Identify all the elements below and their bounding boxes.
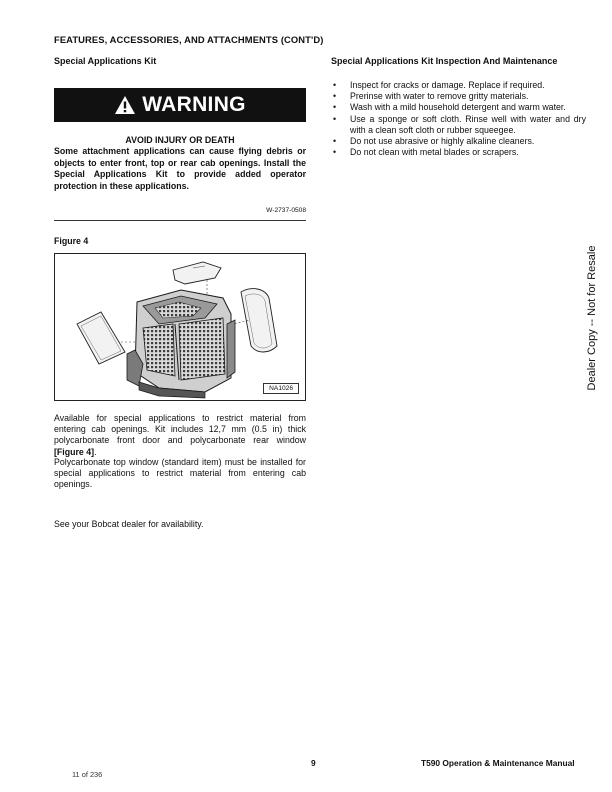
- bullet-symbol: •: [333, 102, 337, 113]
- paragraph-text: Available for special applications to restrict material from entering cab openings. Kit includes 12,7 mm (0.5 in) thick polycarbonate front door and polycarbonate rear window: [54, 413, 306, 446]
- list-item-text: Inspect for cracks or damage. Replace if required.: [350, 80, 545, 90]
- paragraph-availability: [54, 413, 306, 458]
- list-item-text: Do not clean with metal blades or scrapers.: [350, 147, 519, 158]
- maintenance-bullet-list: [331, 80, 586, 158]
- warning-divider: [54, 220, 306, 221]
- figure-label: Figure 4: [54, 236, 89, 246]
- list-item-text: Do not use abrasive or highly alkaline cleaners.: [350, 136, 535, 147]
- figure-4-illustration: [54, 253, 306, 401]
- side-mesh: [179, 318, 225, 380]
- page-count: 11 of 236: [72, 770, 103, 779]
- paragraph-end: .: [94, 446, 97, 457]
- bullet-symbol: •: [333, 147, 337, 158]
- warning-triangle-icon: [114, 95, 136, 115]
- bullet-symbol: •: [333, 136, 337, 147]
- left-column-heading: Special Applications Kit: [54, 56, 157, 66]
- figure-reference-link: [Figure 4]: [54, 446, 95, 457]
- right-column-heading: Special Applications Kit Inspection And Maintenance: [331, 56, 558, 66]
- top-window-panel: [173, 262, 221, 284]
- front-door-panel: [77, 312, 125, 364]
- list-item-text: Wash with a mild household detergent and warm water.: [350, 102, 566, 113]
- page-number: 9: [311, 758, 316, 768]
- warning-banner-text: WARNING: [142, 93, 246, 116]
- bullet-symbol: •: [333, 91, 337, 102]
- list-item: [331, 114, 586, 136]
- list-item: [331, 147, 586, 158]
- warning-body: Some attachment applications can cause flying debris or objects to enter front, top or rear cab openings. Install the Special Applications Kit to provide added operator protection in these applications.: [54, 146, 306, 191]
- warning-headline: AVOID INJURY OR DEATH: [125, 135, 235, 145]
- front-mesh: [143, 324, 175, 376]
- dealer-copy-text: Dealer Copy -- Not for Resale: [586, 245, 598, 391]
- cab-kit-drawing: [55, 254, 307, 402]
- paragraph-top-window: Polycarbonate top window (standard item) must be installed for special applications to restrict material from entering cab openings.: [54, 457, 306, 490]
- figure-reference-code: NA1026: [263, 383, 299, 394]
- list-item: [331, 91, 586, 102]
- list-item: [331, 80, 586, 91]
- list-item-text: Prerinse with water to remove gritty materials.: [350, 91, 529, 102]
- list-item: [331, 102, 586, 113]
- section-title: FEATURES, ACCESSORIES, AND ATTACHMENTS (CONT'D): [54, 34, 324, 45]
- bullet-symbol: •: [333, 113, 337, 124]
- warning-code: W-2737-0508: [266, 207, 306, 214]
- paragraph-dealer: See your Bobcat dealer for availability.: [54, 519, 204, 529]
- list-item-text: Use a sponge or soft cloth. Rinse well with water and dry with a clean soft cloth or rubber squeegee.: [350, 113, 586, 135]
- bullet-symbol: •: [333, 80, 337, 90]
- list-item: [331, 136, 586, 147]
- warning-banner: [54, 88, 306, 122]
- manual-title: T590 Operation & Maintenance Manual: [421, 758, 575, 768]
